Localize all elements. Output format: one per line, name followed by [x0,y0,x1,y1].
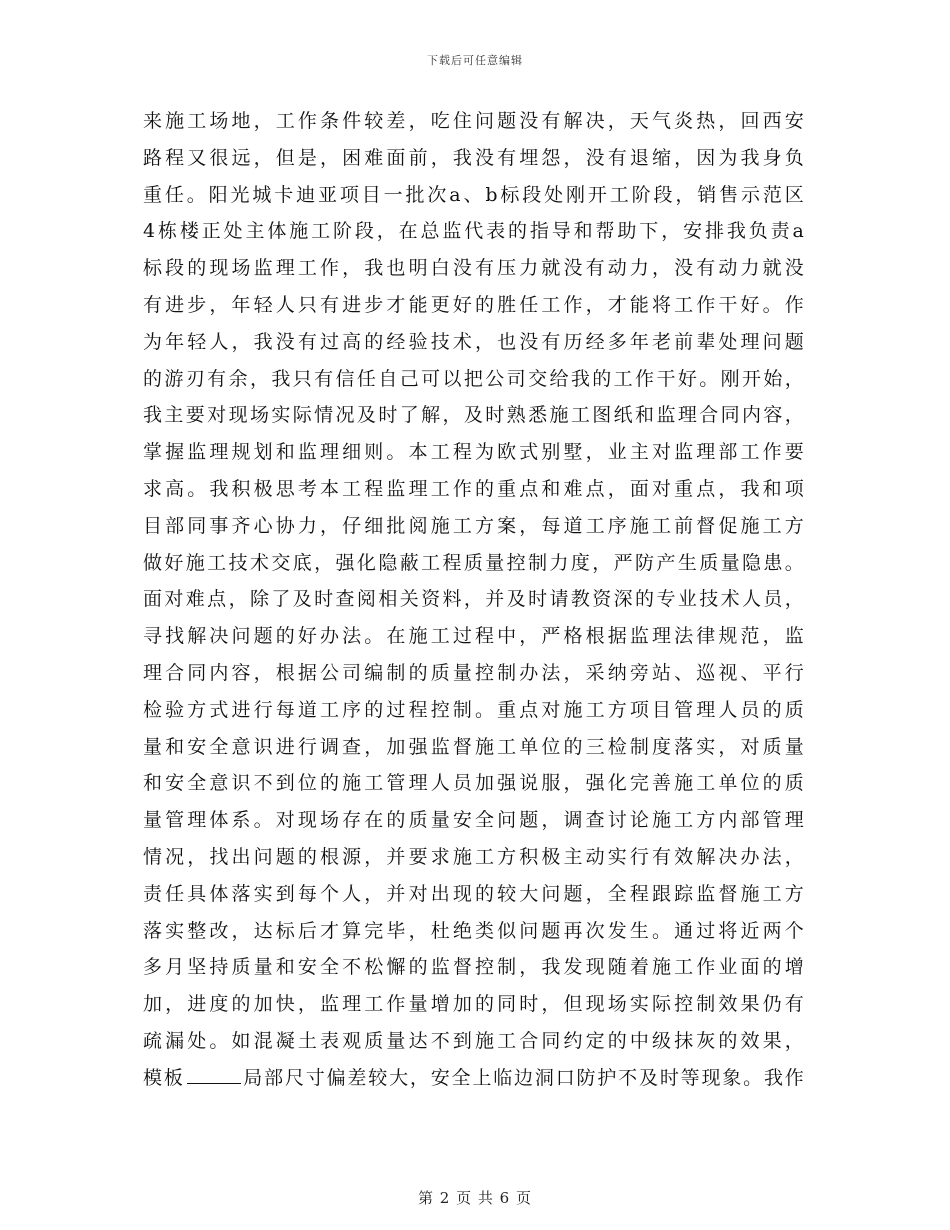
text-line: 来施工场地，工作条件较差，吃住问题没有解决，天气炎热，回西安 [143,110,805,132]
text-line: 重任。阳光城卡迪亚项目一批次a、b标段处刚开工阶段，销售示范区 [143,183,805,206]
text-line: 落实整改，达标后才算完毕，杜绝类似问题再次发生。通过将近两个 [143,919,805,942]
text-line: 情况，找出问题的根源，并要求施工方积极主动实行有效解决办法， [143,845,805,868]
text-line: 量和安全意识进行调查，加强监督施工单位的三检制度落实，对质量 [143,735,805,758]
text-line: 有进步，年轻人只有进步才能更好的胜任工作，才能将工作干好。作 [143,293,805,316]
text-line: 和安全意识不到位的施工管理人员加强说服，强化完善施工单位的质 [143,772,805,795]
text-line: 责任具体落实到每个人，并对出现的较大问题，全程跟踪监督施工方 [143,882,805,905]
text-line: 路程又很远，但是，困难面前，我没有埋怨，没有退缩，因为我身负 [143,146,805,169]
text-line: 的游刃有余，我只有信任自己可以把公司交给我的工作干好。刚开始， [143,367,805,390]
text-line: 检验方式进行每道工序的过程控制。重点对施工方项目管理人员的质 [143,698,805,721]
text-line: 目部同事齐心协力，仔细批阅施工方案，每道工序施工前督促施工方 [143,514,805,537]
last-line-end: 局部尺寸偏差较大，安全上临边洞口防护不及时等现象。我作 [242,1066,805,1089]
text-line: 我主要对现场实际情况及时了解，及时熟悉施工图纸和监理合同内容， [143,404,805,427]
document-body [143,103,805,1097]
text-line: 多月坚持质量和安全不松懈的监督控制，我发现随着施工作业面的增 [143,956,805,979]
text-line: 量管理体系。对现场存在的质量安全问题，调查讨论施工方内部管理 [143,809,805,832]
last-line-start: 模板 [143,1066,185,1089]
text-line: 面对难点，除了及时查阅相关资料，并及时请教资深的专业技术人员， [143,588,805,611]
text-line: 求高。我积极思考本工程监理工作的重点和难点，面对重点，我和项 [143,477,805,500]
text-line: 标段的现场监理工作，我也明白没有压力就没有动力，没有动力就没 [143,257,805,280]
text-line: 为年轻人，我没有过高的经验技术，也没有历经多年老前辈处理问题 [143,330,805,353]
page-header-note: 下载后可任意编辑 [427,54,523,67]
text-line-last [143,1060,805,1097]
text-line: 4栋楼正处主体施工阶段，在总监代表的指导和帮助下，安排我负责a [143,220,805,243]
text-line: 做好施工技术交底，强化隐蔽工程质量控制力度，严防产生质量隐患。 [143,551,805,574]
text-line: 理合同内容，根据公司编制的质量控制办法，采纳旁站、巡视、平行 [143,661,805,684]
blank-underline [187,1069,241,1084]
text-line: 掌握监理规划和监理细则。本工程为欧式别墅，业主对监理部工作要 [143,441,805,464]
text-line: 加，进度的加快，监理工作量增加的同时，但现场实际控制效果仍有 [143,993,805,1016]
page-number-footer: 第 2 页 共 6 页 [418,1189,532,1207]
text-line: 疏漏处。如混凝土表观质量达不到施工合同约定的中级抹灰的效果， [143,1029,805,1052]
text-line: 寻找解决问题的好办法。在施工过程中，严格根据监理法律规范，监 [143,625,805,648]
